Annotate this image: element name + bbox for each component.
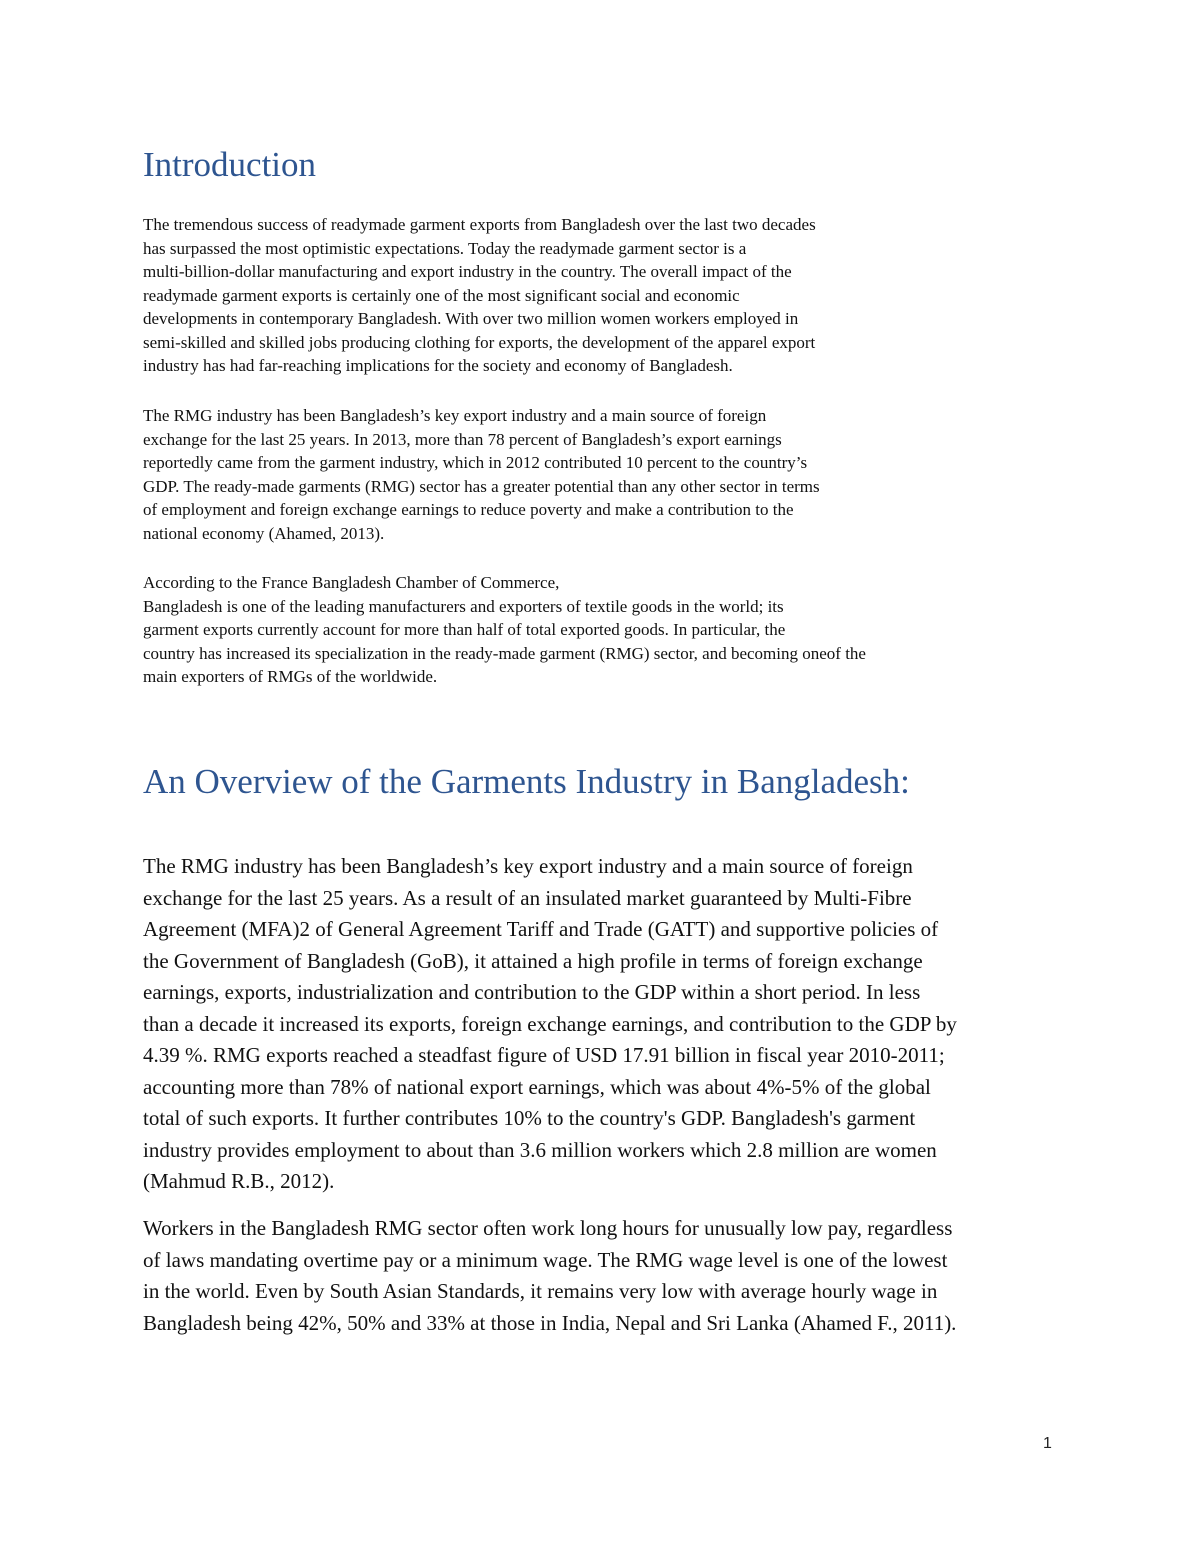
introduction-paragraph-2: [143, 404, 1163, 545]
overview-paragraph-1: [143, 851, 1163, 1198]
text-line: exchange for the last 25 years. In 2013, more than 78 percent of Bangladesh’s export earnings: [143, 429, 782, 449]
text-line: industry has had far-reaching implications for the society and economy of Bangladesh.: [143, 356, 733, 375]
text-line: The RMG industry has been Bangladesh’s key export industry and a main source of foreign: [143, 854, 913, 878]
text-line: in the world. Even by South Asian Standards, it remains very low with average hourly wage in: [143, 1279, 938, 1303]
text-line: total of such exports. It further contributes 10% to the country's GDP. Bangladesh's garment: [143, 1106, 916, 1130]
text-line: multi-billion-dollar manufacturing and export industry in the country. The overall impact of the: [143, 262, 792, 281]
text-line: Agreement (MFA)2 of General Agreement Tariff and Trade (GATT) and supportive policies of: [143, 917, 939, 941]
text-line: main exporters of RMGs of the worldwide.: [143, 667, 438, 686]
text-line: The RMG industry has been Bangladesh’s key export industry and a main source of foreign: [143, 406, 767, 425]
page-number: 1: [1043, 1435, 1052, 1452]
text-line: Bangladesh is one of the leading manufacturers and exporters of textile goods in the world; its: [143, 596, 784, 616]
text-line: The tremendous success of readymade garment exports from Bangladesh over the last two decades: [143, 215, 816, 234]
text-line: than a decade it increased its exports, foreign exchange earnings, and contribution to the GDP by: [143, 1011, 957, 1036]
text-line: national economy (Ahamed, 2013).: [143, 523, 385, 543]
text-line: accounting more than 78% of national export earnings, which was about 4%-5% of the global: [143, 1074, 931, 1099]
text-line: 4.39 %. RMG exports reached a steadfast figure of USD 17.91 billion in fiscal year 2010-2011;: [143, 1043, 945, 1067]
text-line: developments in contemporary Bangladesh. With over two million women workers employed in: [143, 309, 799, 328]
text-line: reportedly came from the garment industry, which in 2012 contributed 10 percent to the country’s: [143, 453, 808, 472]
text-line: country has increased its specialization in the ready-made garment (RMG) sector, and becoming oneof the: [143, 643, 866, 663]
text-line: exchange for the last 25 years. As a result of an insulated market guaranteed by Multi-Fibre: [143, 885, 912, 910]
text-line: earnings, exports, industrialization and contribution to the GDP within a short period. In less: [143, 980, 921, 1004]
overview-heading: An Overview of the Garments Industry in Bangladesh:: [143, 762, 910, 801]
introduction-heading: Introduction: [143, 145, 317, 184]
text-line: readymade garment exports is certainly one of the most significant social and economic: [143, 285, 740, 305]
text-line: the Government of Bangladesh (GoB), it attained a high profile in terms of foreign exchange: [143, 948, 923, 973]
text-line: (Mahmud R.B., 2012).: [143, 1169, 335, 1193]
text-line: According to the France Bangladesh Chamber of Commerce,: [143, 573, 560, 592]
text-line: Workers in the Bangladesh RMG sector often work long hours for unusually low pay, regardless: [143, 1216, 953, 1240]
text-line: of laws mandating overtime pay or a minimum wage. The RMG wage level is one of the lowest: [143, 1247, 948, 1272]
text-line: Bangladesh being 42%, 50% and 33% at those in India, Nepal and Sri Lanka (Ahamed F., 2011).: [143, 1310, 957, 1335]
text-line: of employment and foreign exchange earnings to reduce poverty and make a contribution to the: [143, 500, 794, 519]
introduction-paragraph-3: [143, 571, 1163, 689]
text-line: has surpassed the most optimistic expectations. Today the readymade garment sector is a: [143, 238, 747, 258]
text-line: industry provides employment to about than 3.6 million workers which 2.8 million are women: [143, 1137, 937, 1162]
text-line: GDP. The ready-made garments (RMG) sector has a greater potential than any other sector in terms: [143, 476, 820, 496]
text-line: garment exports currently account for more than half of total exported goods. In particular, the: [143, 620, 786, 639]
text-line: semi-skilled and skilled jobs producing clothing for exports, the development of the apparel export: [143, 332, 816, 352]
introduction-paragraph-1: [143, 213, 1163, 378]
overview-paragraph-2: [143, 1213, 1163, 1339]
